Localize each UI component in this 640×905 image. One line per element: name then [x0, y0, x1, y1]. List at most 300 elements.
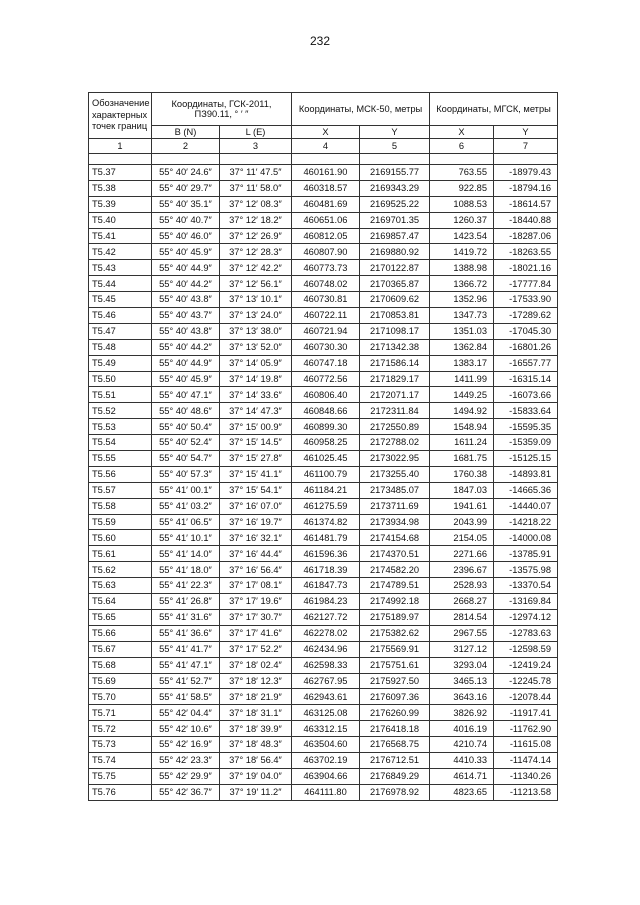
cell-mgsk-x: 2043.99 — [430, 514, 494, 530]
cell-msk-x: 461718.39 — [292, 562, 360, 578]
cell-msk-x: 460721.94 — [292, 323, 360, 339]
table-row — [89, 673, 558, 689]
cell-mgsk-y: -18263.55 — [494, 244, 558, 260]
cell-mgsk-x: 4210.74 — [430, 737, 494, 753]
cell-mgsk-x: 1351.03 — [430, 323, 494, 339]
cell-longitude: 37° 18′ 31.1″ — [220, 705, 292, 721]
cell-latitude: 55° 42′ 29.9″ — [152, 768, 220, 784]
cell-mgsk-y: -14000.08 — [494, 530, 558, 546]
cell-msk-x: 461100.79 — [292, 466, 360, 482]
cell-msk-y: 2172311.84 — [360, 403, 430, 419]
cell-msk-y: 2169880.92 — [360, 244, 430, 260]
table-row — [89, 514, 558, 530]
cell-point-id: Т5.76 — [89, 784, 152, 800]
column-number: 1 — [89, 139, 152, 154]
cell-point-id: Т5.64 — [89, 594, 152, 610]
cell-point-id: Т5.67 — [89, 641, 152, 657]
cell-msk-x: 461275.59 — [292, 498, 360, 514]
cell-msk-y: 2175189.97 — [360, 609, 430, 625]
cell-msk-y: 2169343.29 — [360, 180, 430, 196]
cell-point-id: Т5.75 — [89, 768, 152, 784]
cell-msk-x: 463904.66 — [292, 768, 360, 784]
cell-mgsk-y: -17045.30 — [494, 323, 558, 339]
table-header — [89, 93, 558, 154]
cell-longitude: 37° 12′ 18.2″ — [220, 212, 292, 228]
cell-longitude: 37° 14′ 47.3″ — [220, 403, 292, 419]
cell-msk-x: 460747.18 — [292, 355, 360, 371]
cell-point-id: Т5.53 — [89, 419, 152, 435]
subheader-msk-y: Y — [360, 126, 430, 139]
cell-point-id: Т5.45 — [89, 292, 152, 308]
cell-mgsk-x: 1388.98 — [430, 260, 494, 276]
page-number: 232 — [309, 34, 331, 48]
cell-msk-y: 2173711.69 — [360, 498, 430, 514]
table-row — [89, 244, 558, 260]
cell-msk-y: 2174789.51 — [360, 578, 430, 594]
cell-mgsk-x: 4614.71 — [430, 768, 494, 784]
cell-msk-y: 2174992.18 — [360, 594, 430, 610]
cell-mgsk-y: -12245.78 — [494, 673, 558, 689]
table-row — [89, 657, 558, 673]
cell-longitude: 37° 11′ 58.0″ — [220, 180, 292, 196]
cell-longitude: 37° 12′ 08.3″ — [220, 196, 292, 212]
cell-mgsk-x: 1383.17 — [430, 355, 494, 371]
table-body — [89, 154, 558, 801]
cell-latitude: 55° 40′ 52.4″ — [152, 435, 220, 451]
cell-msk-x: 460748.02 — [292, 276, 360, 292]
cell-longitude: 37° 16′ 19.7″ — [220, 514, 292, 530]
cell-mgsk-y: -11474.14 — [494, 752, 558, 768]
cell-point-id: Т5.55 — [89, 451, 152, 467]
cell-point-id: Т5.71 — [89, 705, 152, 721]
cell-msk-y: 2170853.81 — [360, 308, 430, 324]
cell-longitude: 37° 18′ 12.3″ — [220, 673, 292, 689]
table-row — [89, 721, 558, 737]
cell-longitude: 37° 16′ 07.0″ — [220, 498, 292, 514]
cell-mgsk-y: -18979.43 — [494, 165, 558, 181]
table-row — [89, 466, 558, 482]
cell-latitude: 55° 41′ 06.5″ — [152, 514, 220, 530]
cell-msk-x: 463125.08 — [292, 705, 360, 721]
cell-point-id: Т5.52 — [89, 403, 152, 419]
cell-longitude: 37° 18′ 21.9″ — [220, 689, 292, 705]
cell-longitude: 37° 19′ 11.2″ — [220, 784, 292, 800]
cell-msk-y: 2175927.50 — [360, 673, 430, 689]
cell-msk-x: 460722.11 — [292, 308, 360, 324]
cell-longitude: 37° 17′ 08.1″ — [220, 578, 292, 594]
cell-point-id: Т5.62 — [89, 562, 152, 578]
cell-msk-y: 2176712.51 — [360, 752, 430, 768]
cell-msk-y: 2173022.95 — [360, 451, 430, 467]
cell-latitude: 55° 40′ 43.7″ — [152, 308, 220, 324]
cell-msk-x: 460958.25 — [292, 435, 360, 451]
cell-point-id: Т5.46 — [89, 308, 152, 324]
cell-mgsk-y: -12783.63 — [494, 625, 558, 641]
cell-mgsk-y: -11615.08 — [494, 737, 558, 753]
cell-msk-x: 463312.15 — [292, 721, 360, 737]
table-row — [89, 451, 558, 467]
cell-mgsk-y: -15833.64 — [494, 403, 558, 419]
cell-latitude: 55° 42′ 36.7″ — [152, 784, 220, 800]
cell-msk-y: 2176568.75 — [360, 737, 430, 753]
cell-point-id: Т5.60 — [89, 530, 152, 546]
cell-msk-x: 464111.80 — [292, 784, 360, 800]
cell-mgsk-y: -11213.58 — [494, 784, 558, 800]
cell-point-id: Т5.54 — [89, 435, 152, 451]
cell-latitude: 55° 41′ 14.0″ — [152, 546, 220, 562]
table-row — [89, 387, 558, 403]
cell-mgsk-x: 1847.03 — [430, 482, 494, 498]
cell-latitude: 55° 42′ 04.4″ — [152, 705, 220, 721]
cell-latitude: 55° 40′ 48.6″ — [152, 403, 220, 419]
cell-mgsk-x: 2154.05 — [430, 530, 494, 546]
table-row — [89, 530, 558, 546]
cell-longitude: 37° 15′ 14.5″ — [220, 435, 292, 451]
cell-latitude: 55° 40′ 43.8″ — [152, 323, 220, 339]
cell-latitude: 55° 40′ 44.9″ — [152, 355, 220, 371]
cell-latitude: 55° 40′ 45.9″ — [152, 244, 220, 260]
cell-mgsk-x: 1366.72 — [430, 276, 494, 292]
cell-mgsk-x: 4410.33 — [430, 752, 494, 768]
cell-mgsk-x: 1548.94 — [430, 419, 494, 435]
table-row — [89, 705, 558, 721]
cell-mgsk-x: 2668.27 — [430, 594, 494, 610]
table-row — [89, 355, 558, 371]
cell-mgsk-x: 2814.54 — [430, 609, 494, 625]
cell-longitude: 37° 13′ 52.0″ — [220, 339, 292, 355]
table-row — [89, 784, 558, 800]
table-row — [89, 403, 558, 419]
cell-msk-y: 2175569.91 — [360, 641, 430, 657]
cell-msk-x: 460730.30 — [292, 339, 360, 355]
cell-point-id: Т5.51 — [89, 387, 152, 403]
cell-msk-y: 2169857.47 — [360, 228, 430, 244]
cell-mgsk-y: -16073.66 — [494, 387, 558, 403]
cell-latitude: 55° 41′ 47.1″ — [152, 657, 220, 673]
cell-mgsk-x: 2396.67 — [430, 562, 494, 578]
cell-latitude: 55° 40′ 40.7″ — [152, 212, 220, 228]
cell-longitude: 37° 13′ 38.0″ — [220, 323, 292, 339]
cell-mgsk-y: -18287.06 — [494, 228, 558, 244]
cell-msk-x: 460481.69 — [292, 196, 360, 212]
cell-mgsk-x: 3465.13 — [430, 673, 494, 689]
cell-latitude: 55° 41′ 36.6″ — [152, 625, 220, 641]
cell-latitude: 55° 40′ 44.2″ — [152, 339, 220, 355]
cell-longitude: 37° 17′ 30.7″ — [220, 609, 292, 625]
subheader-l: L (E) — [220, 126, 292, 139]
table-spacer — [89, 154, 558, 165]
table-row — [89, 180, 558, 196]
cell-msk-y: 2171342.38 — [360, 339, 430, 355]
cell-msk-x: 461374.82 — [292, 514, 360, 530]
cell-mgsk-x: 1347.73 — [430, 308, 494, 324]
cell-mgsk-x: 922.85 — [430, 180, 494, 196]
cell-msk-y: 2176418.18 — [360, 721, 430, 737]
cell-msk-x: 460773.73 — [292, 260, 360, 276]
cell-msk-x: 460899.30 — [292, 419, 360, 435]
table-row — [89, 768, 558, 784]
cell-mgsk-y: -12598.59 — [494, 641, 558, 657]
cell-msk-y: 2174582.20 — [360, 562, 430, 578]
cell-mgsk-x: 763.55 — [430, 165, 494, 181]
cell-mgsk-y: -11917.41 — [494, 705, 558, 721]
table-row — [89, 371, 558, 387]
cell-mgsk-y: -16315.14 — [494, 371, 558, 387]
cell-msk-x: 461847.73 — [292, 578, 360, 594]
column-number: 4 — [292, 139, 360, 154]
cell-msk-x: 460318.57 — [292, 180, 360, 196]
cell-latitude: 55° 40′ 44.9″ — [152, 260, 220, 276]
cell-longitude: 37° 18′ 56.4″ — [220, 752, 292, 768]
subheader-mgsk-x: X — [430, 126, 494, 139]
cell-mgsk-y: -18614.57 — [494, 196, 558, 212]
cell-longitude: 37° 19′ 04.0″ — [220, 768, 292, 784]
cell-msk-y: 2172071.17 — [360, 387, 430, 403]
cell-msk-x: 462127.72 — [292, 609, 360, 625]
cell-mgsk-y: -17289.62 — [494, 308, 558, 324]
table-row — [89, 689, 558, 705]
cell-point-id: Т5.44 — [89, 276, 152, 292]
cell-mgsk-y: -15359.09 — [494, 435, 558, 451]
cell-latitude: 55° 40′ 46.0″ — [152, 228, 220, 244]
cell-mgsk-x: 1681.75 — [430, 451, 494, 467]
cell-mgsk-y: -18440.88 — [494, 212, 558, 228]
subheader-mgsk-y: Y — [494, 126, 558, 139]
coordinates-table — [88, 92, 558, 801]
cell-msk-x: 463702.19 — [292, 752, 360, 768]
cell-mgsk-x: 1088.53 — [430, 196, 494, 212]
cell-mgsk-y: -17533.90 — [494, 292, 558, 308]
cell-latitude: 55° 42′ 16.9″ — [152, 737, 220, 753]
cell-point-id: Т5.58 — [89, 498, 152, 514]
cell-mgsk-x: 2271.66 — [430, 546, 494, 562]
cell-mgsk-y: -13785.91 — [494, 546, 558, 562]
cell-latitude: 55° 40′ 57.3″ — [152, 466, 220, 482]
table-row — [89, 482, 558, 498]
cell-point-id: Т5.65 — [89, 609, 152, 625]
cell-msk-y: 2176849.29 — [360, 768, 430, 784]
cell-point-id: Т5.56 — [89, 466, 152, 482]
cell-msk-x: 460161.90 — [292, 165, 360, 181]
cell-longitude: 37° 14′ 19.8″ — [220, 371, 292, 387]
cell-msk-y: 2170609.62 — [360, 292, 430, 308]
cell-msk-x: 462598.33 — [292, 657, 360, 673]
table-row — [89, 737, 558, 753]
cell-mgsk-x: 1419.72 — [430, 244, 494, 260]
cell-msk-x: 461025.45 — [292, 451, 360, 467]
cell-mgsk-y: -16801.26 — [494, 339, 558, 355]
cell-latitude: 55° 42′ 23.3″ — [152, 752, 220, 768]
cell-latitude: 55° 40′ 47.1″ — [152, 387, 220, 403]
cell-mgsk-x: 1760.38 — [430, 466, 494, 482]
cell-longitude: 37° 13′ 24.0″ — [220, 308, 292, 324]
cell-latitude: 55° 40′ 35.1″ — [152, 196, 220, 212]
table-row — [89, 498, 558, 514]
cell-mgsk-x: 3826.92 — [430, 705, 494, 721]
cell-msk-y: 2169701.35 — [360, 212, 430, 228]
column-number: 2 — [152, 139, 220, 154]
cell-mgsk-x: 2528.93 — [430, 578, 494, 594]
header-mgsk-coordinates: Координаты, МГСК, метры — [430, 93, 558, 126]
table-row — [89, 419, 558, 435]
cell-mgsk-x: 1411.99 — [430, 371, 494, 387]
cell-mgsk-y: -12974.12 — [494, 609, 558, 625]
cell-mgsk-y: -14440.07 — [494, 498, 558, 514]
cell-longitude: 37° 15′ 00.9″ — [220, 419, 292, 435]
column-number: 7 — [494, 139, 558, 154]
cell-msk-y: 2176097.36 — [360, 689, 430, 705]
table-row — [89, 609, 558, 625]
cell-mgsk-x: 4016.19 — [430, 721, 494, 737]
subheader-b: B (N) — [152, 126, 220, 139]
cell-msk-y: 2171829.17 — [360, 371, 430, 387]
cell-longitude: 37° 12′ 26.9″ — [220, 228, 292, 244]
cell-mgsk-y: -13169.84 — [494, 594, 558, 610]
cell-mgsk-y: -18794.16 — [494, 180, 558, 196]
table-row — [89, 292, 558, 308]
cell-msk-y: 2173255.40 — [360, 466, 430, 482]
column-number: 3 — [220, 139, 292, 154]
cell-mgsk-x: 1611.24 — [430, 435, 494, 451]
cell-latitude: 55° 40′ 45.9″ — [152, 371, 220, 387]
cell-latitude: 55° 41′ 26.8″ — [152, 594, 220, 610]
cell-point-id: Т5.37 — [89, 165, 152, 181]
cell-point-id: Т5.48 — [89, 339, 152, 355]
cell-point-id: Т5.42 — [89, 244, 152, 260]
cell-latitude: 55° 40′ 24.6″ — [152, 165, 220, 181]
cell-msk-x: 460812.05 — [292, 228, 360, 244]
cell-msk-y: 2169525.22 — [360, 196, 430, 212]
table-row — [89, 212, 558, 228]
cell-point-id: Т5.41 — [89, 228, 152, 244]
cell-msk-y: 2173934.98 — [360, 514, 430, 530]
cell-latitude: 55° 41′ 52.7″ — [152, 673, 220, 689]
cell-mgsk-y: -15125.15 — [494, 451, 558, 467]
cell-msk-y: 2170122.87 — [360, 260, 430, 276]
cell-mgsk-y: -13370.54 — [494, 578, 558, 594]
table-row — [89, 339, 558, 355]
cell-msk-x: 461596.36 — [292, 546, 360, 562]
cell-msk-y: 2175751.61 — [360, 657, 430, 673]
cell-mgsk-y: -14893.81 — [494, 466, 558, 482]
cell-mgsk-x: 1494.92 — [430, 403, 494, 419]
cell-point-id: Т5.40 — [89, 212, 152, 228]
cell-mgsk-y: -16557.77 — [494, 355, 558, 371]
cell-latitude: 55° 41′ 10.1″ — [152, 530, 220, 546]
header-point-designation: Обозначение характерных точек границ — [89, 93, 152, 139]
cell-point-id: Т5.63 — [89, 578, 152, 594]
cell-point-id: Т5.49 — [89, 355, 152, 371]
cell-msk-x: 461481.79 — [292, 530, 360, 546]
cell-mgsk-y: -11340.26 — [494, 768, 558, 784]
cell-msk-y: 2176978.92 — [360, 784, 430, 800]
cell-point-id: Т5.70 — [89, 689, 152, 705]
cell-point-id: Т5.61 — [89, 546, 152, 562]
cell-msk-x: 460807.90 — [292, 244, 360, 260]
table-row — [89, 641, 558, 657]
cell-msk-x: 462943.61 — [292, 689, 360, 705]
cell-latitude: 55° 41′ 58.5″ — [152, 689, 220, 705]
header-msk-coordinates: Координаты, МСК-50, метры — [292, 93, 430, 126]
cell-msk-x: 460730.81 — [292, 292, 360, 308]
cell-latitude: 55° 41′ 22.3″ — [152, 578, 220, 594]
cell-longitude: 37° 16′ 56.4″ — [220, 562, 292, 578]
cell-longitude: 37° 14′ 33.6″ — [220, 387, 292, 403]
cell-point-id: Т5.59 — [89, 514, 152, 530]
table-row — [89, 578, 558, 594]
cell-mgsk-y: -12419.24 — [494, 657, 558, 673]
cell-mgsk-x: 1352.96 — [430, 292, 494, 308]
cell-latitude: 55° 41′ 03.2″ — [152, 498, 220, 514]
cell-latitude: 55° 41′ 31.6″ — [152, 609, 220, 625]
cell-mgsk-x: 3643.16 — [430, 689, 494, 705]
cell-mgsk-x: 1362.84 — [430, 339, 494, 355]
cell-longitude: 37° 12′ 56.1″ — [220, 276, 292, 292]
column-number: 6 — [430, 139, 494, 154]
cell-point-id: Т5.69 — [89, 673, 152, 689]
cell-longitude: 37° 15′ 41.1″ — [220, 466, 292, 482]
cell-msk-y: 2171586.14 — [360, 355, 430, 371]
cell-longitude: 37° 12′ 42.2″ — [220, 260, 292, 276]
cell-longitude: 37° 18′ 39.9″ — [220, 721, 292, 737]
cell-longitude: 37° 16′ 32.1″ — [220, 530, 292, 546]
cell-mgsk-y: -12078.44 — [494, 689, 558, 705]
cell-longitude: 37° 17′ 41.6″ — [220, 625, 292, 641]
cell-latitude: 55° 41′ 00.1″ — [152, 482, 220, 498]
cell-mgsk-x: 1449.25 — [430, 387, 494, 403]
table-row — [89, 546, 558, 562]
cell-latitude: 55° 40′ 29.7″ — [152, 180, 220, 196]
cell-mgsk-y: -15595.35 — [494, 419, 558, 435]
cell-longitude: 37° 16′ 44.4″ — [220, 546, 292, 562]
cell-point-id: Т5.74 — [89, 752, 152, 768]
cell-msk-y: 2170365.87 — [360, 276, 430, 292]
cell-msk-x: 462767.95 — [292, 673, 360, 689]
cell-mgsk-x: 1260.37 — [430, 212, 494, 228]
cell-point-id: Т5.43 — [89, 260, 152, 276]
cell-longitude: 37° 14′ 05.9″ — [220, 355, 292, 371]
cell-mgsk-x: 3293.04 — [430, 657, 494, 673]
header-gsk-coordinates: Координаты, ГСК-2011, ПЗ90.11, ° ′ ″ — [152, 93, 292, 126]
cell-latitude: 55° 40′ 43.8″ — [152, 292, 220, 308]
table-row — [89, 260, 558, 276]
cell-point-id: Т5.50 — [89, 371, 152, 387]
cell-point-id: Т5.73 — [89, 737, 152, 753]
cell-mgsk-y: -11762.90 — [494, 721, 558, 737]
cell-latitude: 55° 40′ 44.2″ — [152, 276, 220, 292]
table-row — [89, 308, 558, 324]
cell-point-id: Т5.68 — [89, 657, 152, 673]
cell-latitude: 55° 40′ 54.7″ — [152, 451, 220, 467]
cell-point-id: Т5.38 — [89, 180, 152, 196]
cell-msk-x: 460651.06 — [292, 212, 360, 228]
cell-point-id: Т5.66 — [89, 625, 152, 641]
cell-msk-y: 2174154.68 — [360, 530, 430, 546]
cell-msk-x: 461984.23 — [292, 594, 360, 610]
cell-longitude: 37° 15′ 54.1″ — [220, 482, 292, 498]
cell-mgsk-x: 2967.55 — [430, 625, 494, 641]
subheader-msk-x: X — [292, 126, 360, 139]
table-row — [89, 562, 558, 578]
cell-point-id: Т5.57 — [89, 482, 152, 498]
cell-msk-y: 2176260.99 — [360, 705, 430, 721]
cell-msk-x: 462278.02 — [292, 625, 360, 641]
cell-point-id: Т5.47 — [89, 323, 152, 339]
cell-msk-x: 461184.21 — [292, 482, 360, 498]
cell-mgsk-x: 1941.61 — [430, 498, 494, 514]
cell-msk-y: 2174370.51 — [360, 546, 430, 562]
cell-mgsk-x: 3127.12 — [430, 641, 494, 657]
